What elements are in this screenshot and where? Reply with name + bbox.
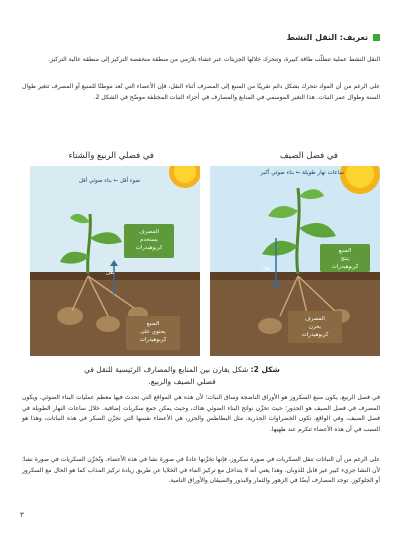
body-paragraph-1: في فصل الربيع، يكون منبع السكروز هو الأوراق الناضجة وساق النبات؛ لأن هذه هي المواقع التي تحدث فيها معظم عمليات البناء الضوئي. ويكون المصرف في فصل الصيف هو الجذور؛ حيث تخزّن نواتج البناء الضوئي هناك، وحيث يمكن جمع سكريات إضافية. خلال ساعات النهار الطويلة في فصل الصيف، وفي الواقع، تكون الخضراوات الجذرية، مثل البطاطس والجزر، هي الأعضاء نفسها التي تخزّن السكر في هذه النباتات، وهذا هو السبب في أن هذه الأعضاء تتكرم عند طهيها. — [22, 394, 380, 433]
winter-source-box: المنبع يحتوي على كربوهيدرات — [139, 321, 167, 343]
bullet-square-icon — [373, 34, 380, 41]
figure-caption — [82, 364, 282, 388]
winter-panel — [30, 166, 200, 356]
summer-panel — [210, 166, 380, 356]
summer-transport-label: نقل — [262, 266, 271, 272]
winter-transport-label: نقل — [106, 270, 115, 276]
definition-paragraph: النقل النشط عملية تتطلّب طاقة كبيرة، وتتحرك خلالها الجزيئات عبر غشاء بلازمي من منطقة منخفضة التركيز إلى منطقة عالية التركيز. — [48, 56, 380, 63]
caption-text: شكل يقارن بين المنابع والمصارف الرئيسية للنقل في فصلي الصيف والربيع. — [84, 365, 249, 386]
body-paragraph-2: على الرغم من أن النباتات تنقل السكريات في صورة سكروز، فإنها تخزّنها عادةً في صورة نشا في هذه الأعضاء. وتُخزّن السكريات في صورة نشا؛ لأن النشا جزيء كبير غير قابل للذوبان. وهذا يعني أنه لا يتداخل مع تركيز الماء في الخلايا عن طريق زيادة تركيز المذاب كما هو الحال مع السكروز أو الجلوكوز. توجد المصارف أيضًا في الزهور والثمار والبذور والسيقان والأوراق النامية. — [22, 456, 380, 484]
heading-label: تعريف: النقل النشط — [286, 33, 368, 42]
winter-title: في فصلي الربيع والشتاء — [68, 151, 154, 161]
summer-source-box: المنبع ينتج كربوهيدرات — [331, 248, 359, 270]
summer-title: في فصل الصيف — [279, 151, 338, 161]
summer-sink-box: المصرف يخزن كربوهيدرات — [301, 316, 329, 338]
page-number: ٣ — [20, 511, 24, 519]
summer-note: ساعات نهار طويلة ← بناء ضوئي أكبر — [260, 170, 344, 176]
winter-sink-box: المصرف يستخدم كربوهيدرات — [135, 229, 163, 251]
intro-paragraph: على الرغم من أن المواد تتحرك بشكل دائم تقريبًا من المنبع إلى المصرف أثناء النقل، فإن الأعضاء التي تُعد موطنًا للمنبع أو المصرف تتغير طوال السنة وطوال عمر النبات. هذا التغير الموسمي في المنابع والمصارف في أجزاء النبات المختلفة موضّح في الشكل 2. — [22, 83, 380, 101]
section-heading — [287, 33, 380, 42]
winter-note: ضوء أقل ← بناء ضوئي أقل — [78, 178, 140, 184]
caption-label: شكل 2: — [250, 365, 280, 374]
